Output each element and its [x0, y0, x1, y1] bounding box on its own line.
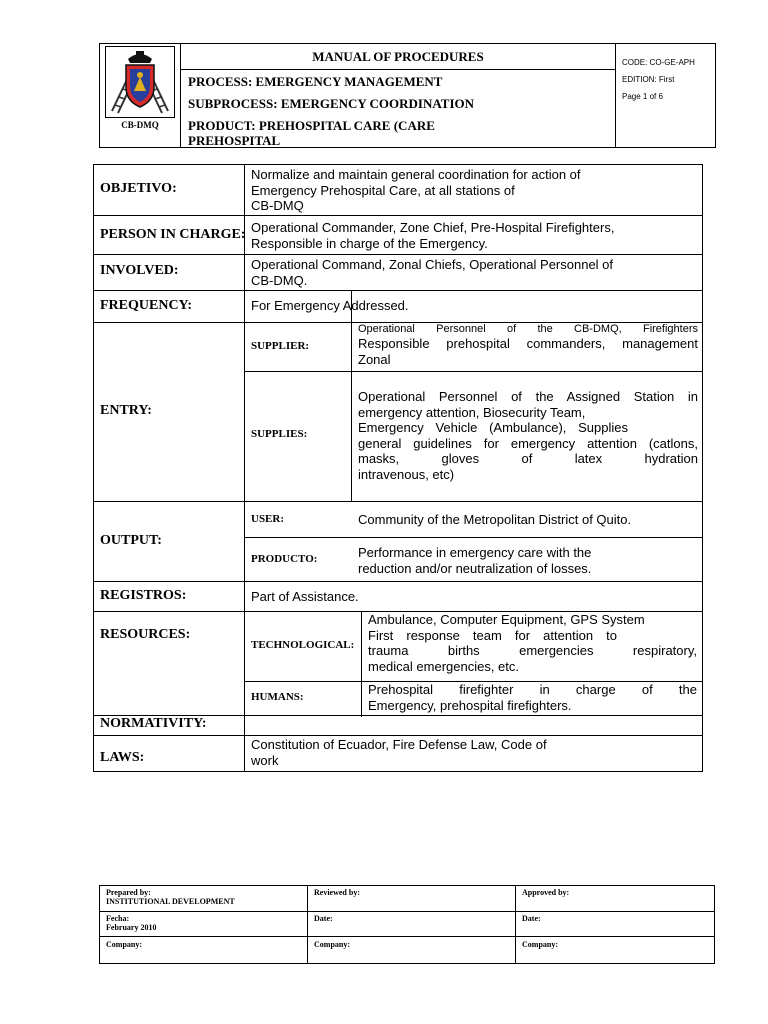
fecha-label: Fecha:: [106, 914, 130, 923]
document-code: CODE: CO-GE-APH: [622, 58, 695, 67]
supplies-line: Operational Personnel of the Assigned Station in: [358, 389, 698, 404]
producto-line: reduction and/or neutralization of losses.: [358, 560, 592, 576]
prepared-by: [106, 888, 235, 906]
procedure-table: [93, 164, 703, 772]
fecha: [106, 914, 156, 932]
registros-value: Part of Assistance.: [251, 589, 359, 604]
laws-label: LAWS:: [100, 750, 145, 765]
objetivo-label: OBJETIVO:: [100, 181, 177, 196]
producto-value: [358, 545, 698, 576]
prepared-company-label: Company:: [106, 940, 143, 949]
resources-label: RESOURCES:: [100, 627, 191, 642]
humans-value: [368, 682, 697, 713]
supplier-value: [358, 323, 698, 367]
supplies-line: masks, gloves of latex hydration: [358, 451, 698, 466]
laws-value: [251, 737, 696, 768]
subprocess-label: SUBPROCESS: EMERGENCY COORDINATION: [188, 96, 475, 111]
objetivo-line: Emergency Prehospital Care, at all stations of: [251, 182, 515, 198]
humans-line: Prehospital firefighter in charge of the: [368, 682, 697, 697]
involved-label: INVOLVED:: [100, 263, 179, 278]
header-title-cell: [181, 44, 616, 147]
supplier-line: Zonal: [358, 351, 391, 367]
review-date-label: Date:: [314, 914, 333, 923]
technological-label: TECHNOLOGICAL:: [251, 639, 355, 651]
involved-line: CB-DMQ.: [251, 272, 308, 288]
objetivo-line: CB-DMQ: [251, 198, 304, 213]
involved-value: [251, 257, 696, 288]
user-label: USER:: [251, 513, 285, 525]
humans-label: HUMANS:: [251, 691, 304, 703]
frequency-value: For Emergency Addressed.: [251, 298, 409, 313]
technological-line: trauma births emergencies respiratory,: [368, 643, 697, 658]
laws-line: Constitution of Ecuador, Fire Defense Law, Code of: [251, 737, 547, 752]
reviewed-company-label: Company:: [314, 940, 351, 949]
fire-department-logo: [105, 46, 175, 118]
supplier-label: SUPPLIER:: [251, 340, 310, 352]
registros-label: REGISTROS:: [100, 588, 187, 603]
fecha-value: February 2010: [106, 923, 157, 932]
document-codes-cell: [616, 44, 714, 147]
producto-line: Performance in emergency care with the: [358, 545, 592, 560]
supplies-line: general guidelines for emergency attention (catlons,: [358, 435, 698, 451]
logo-label: CB-DMQ: [121, 120, 159, 130]
humans-line: Emergency, prehospital firefighters.: [368, 697, 572, 713]
person-in-charge-line: Operational Commander, Zone Chief, Pre-Hospital Firefighters,: [251, 220, 615, 235]
reviewed-by-label: Reviewed by:: [314, 888, 360, 897]
approval-footer: [99, 885, 715, 964]
normativity-label: NORMATIVITY:: [100, 716, 207, 731]
technological-value: [368, 612, 697, 674]
output-label: OUTPUT:: [100, 533, 162, 548]
product-label-line2: PREHOSPITAL: [188, 133, 281, 148]
supplies-line: emergency attention, Biosecurity Team,: [358, 404, 586, 420]
approved-by-label: Approved by:: [522, 888, 570, 897]
logo-cell: [100, 44, 181, 147]
prepared-by-value: INSTITUTIONAL DEVELOPMENT: [106, 897, 235, 906]
document-header: [99, 43, 716, 148]
approved-company-label: Company:: [522, 940, 559, 949]
objetivo-value: [251, 167, 696, 214]
objetivo-line: Normalize and maintain general coordination for action of: [251, 167, 581, 182]
resources-subdivider: [361, 611, 362, 717]
supplies-line: intravenous, etc): [358, 466, 455, 482]
approval-date-label: Date:: [522, 914, 541, 923]
supplier-line: Operational Personnel of the CB-DMQ, Firefighters: [358, 323, 698, 335]
laws-line: work: [251, 752, 279, 768]
product-label-line1: PRODUCT: PREHOSPITAL CARE (CARE: [188, 118, 435, 133]
producto-label: PRODUCTO:: [251, 553, 318, 565]
prepared-by-label: Prepared by:: [106, 888, 151, 897]
manual-title: MANUAL OF PROCEDURES: [181, 44, 615, 70]
technological-line: First response team for attention to: [368, 627, 617, 643]
frequency-label: FREQUENCY:: [100, 298, 193, 313]
supplies-line: Emergency Vehicle (Ambulance), Supplies: [358, 420, 628, 435]
person-in-charge-line: Responsible in charge of the Emergency.: [251, 235, 488, 251]
supplies-value: [358, 389, 698, 482]
technological-line: medical emergencies, etc.: [368, 658, 520, 674]
user-value: Community of the Metropolitan District of Quito.: [358, 512, 632, 527]
entry-label: ENTRY:: [100, 403, 152, 418]
page-number: Page 1 of 6: [622, 92, 663, 101]
supplies-label: SUPPLIES:: [251, 428, 308, 440]
document-edition: EDITION: First: [622, 75, 675, 84]
process-label: PROCESS: EMERGENCY MANAGEMENT: [188, 74, 443, 89]
supplier-line: Responsible prehospital commanders, management: [358, 336, 698, 351]
person-in-charge-label: PERSON IN CHARGE:: [100, 227, 246, 242]
technological-line: Ambulance, Computer Equipment, GPS System: [368, 612, 645, 627]
person-in-charge-value: [251, 220, 696, 251]
involved-line: Operational Command, Zonal Chiefs, Operational Personnel of: [251, 257, 614, 272]
